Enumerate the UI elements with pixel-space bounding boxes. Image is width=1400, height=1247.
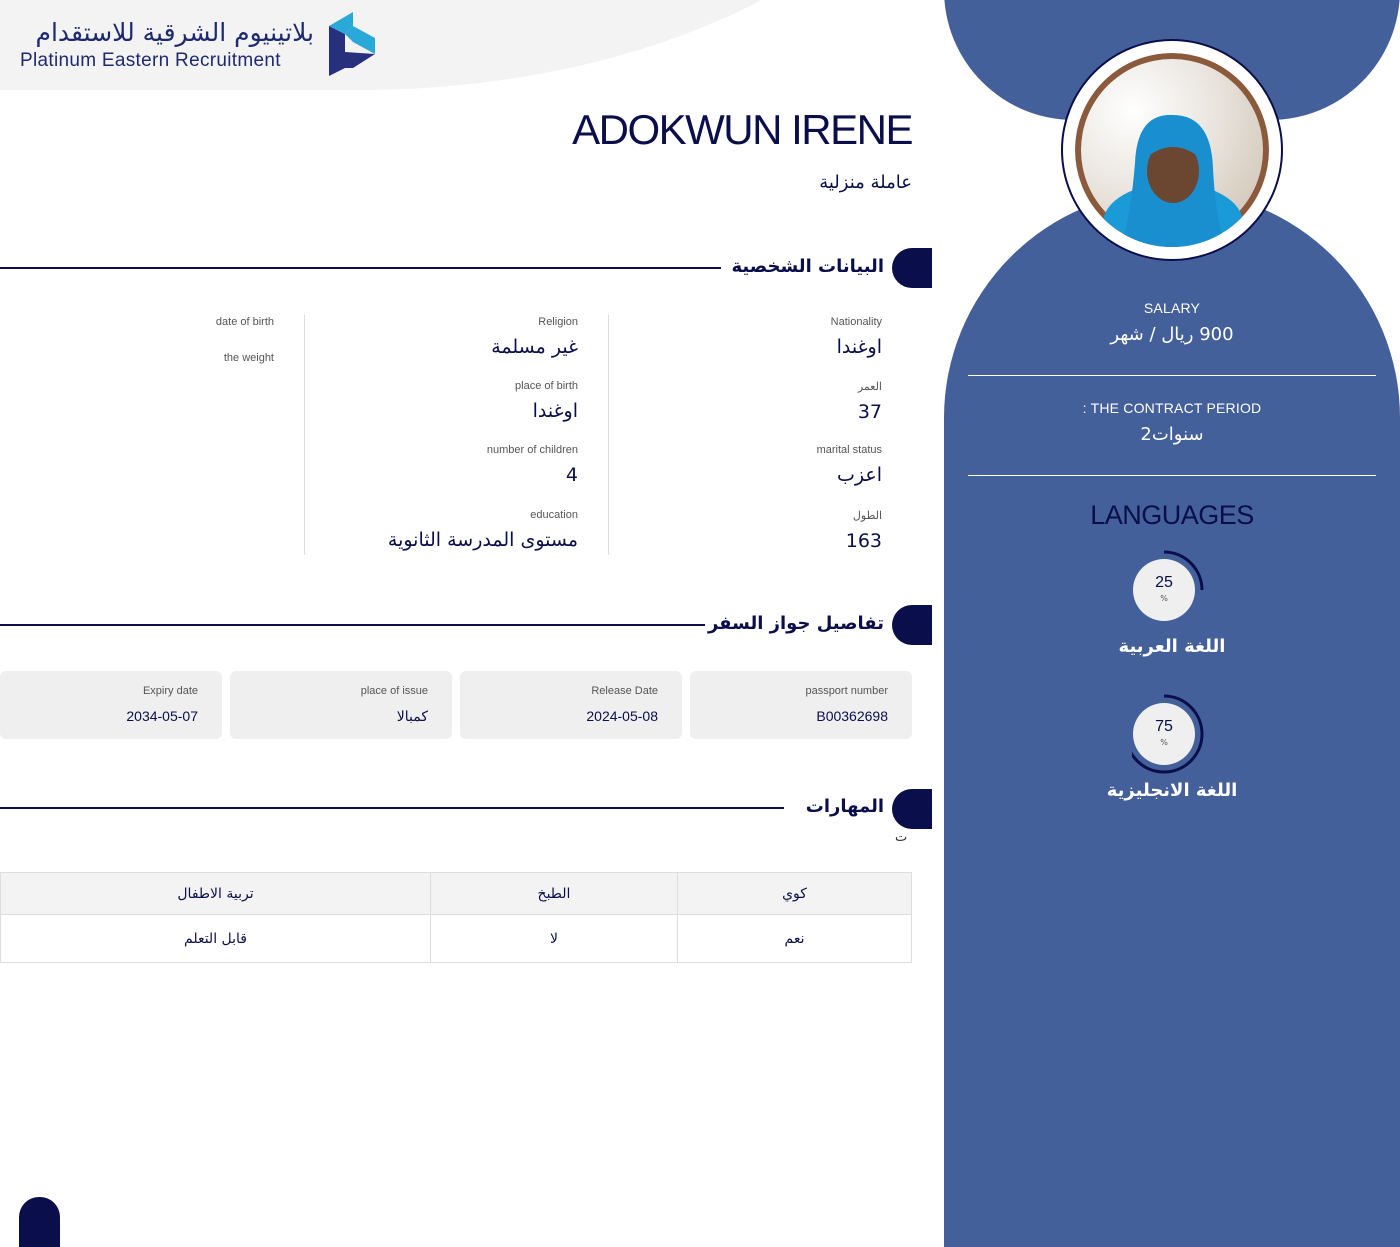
passport-card-expiry-date xyxy=(0,671,222,739)
section-divider xyxy=(0,267,721,269)
field-label: Nationality xyxy=(830,316,882,328)
field-label: number of children xyxy=(486,444,578,456)
section-divider xyxy=(0,624,705,626)
table-row xyxy=(1,915,912,963)
section-title-passport: تفاصيل جواز السفر xyxy=(707,613,884,634)
card-value: كمبالا xyxy=(396,708,428,724)
table-header-cell: الطبخ xyxy=(431,873,678,915)
language-gauge xyxy=(1132,694,1212,774)
field-label: الطول xyxy=(852,510,882,522)
field-label: education xyxy=(530,509,578,521)
card-value: 2024-05-08 xyxy=(586,708,658,724)
section-cap xyxy=(892,605,932,645)
field-marital-status xyxy=(622,444,882,486)
card-value: B00362698 xyxy=(816,708,888,724)
field-value: اعزب xyxy=(837,464,882,486)
salary-block xyxy=(968,300,1376,345)
field-nationality xyxy=(622,316,882,358)
language-item-arabic xyxy=(968,550,1376,657)
contract-value: 2سنوات xyxy=(1140,424,1204,445)
sidebar-divider xyxy=(968,475,1376,476)
section-divider xyxy=(0,807,784,809)
language-percent: 25 xyxy=(1155,574,1173,591)
bottom-tab[interactable] xyxy=(19,1197,60,1247)
brand-mark-icon xyxy=(325,12,375,76)
language-item-english xyxy=(968,694,1376,801)
table-cell: قابل التعلم xyxy=(1,915,431,963)
table-header-cell: كوي xyxy=(678,873,912,915)
skills-table xyxy=(0,872,912,963)
field-value: مستوى المدرسة الثانوية xyxy=(387,529,578,551)
table-cell: لا xyxy=(431,915,678,963)
field-value: اوغندا xyxy=(532,400,578,422)
language-name: اللغة الانجليزية xyxy=(1106,780,1238,801)
job-title: عاملة منزلية xyxy=(819,172,912,193)
field-religion xyxy=(298,316,578,358)
language-gauge xyxy=(1132,550,1212,630)
percent-sign: % xyxy=(1160,594,1168,603)
field-date-of-birth xyxy=(14,316,274,328)
passport-card-release-date xyxy=(460,671,682,739)
languages-title: LANGUAGES xyxy=(1090,500,1254,530)
field-label: العمر xyxy=(857,381,882,393)
field-education xyxy=(298,509,578,551)
contract-block xyxy=(968,400,1376,445)
language-name: اللغة العربية xyxy=(1118,636,1226,657)
language-percent: 75 xyxy=(1155,718,1173,735)
percent-sign: % xyxy=(1160,738,1168,747)
field-label: marital status xyxy=(816,444,882,456)
field-height xyxy=(622,509,882,552)
salary-value: 900 ريال / شهر xyxy=(1110,324,1234,345)
person-avatar-icon xyxy=(1075,53,1269,247)
card-label: passport number xyxy=(805,685,888,697)
table-header-row xyxy=(1,873,912,915)
profile-photo xyxy=(1072,50,1272,250)
column-divider xyxy=(608,315,609,555)
brand-name-arabic: بلاتينيوم الشرقية للاستقدام xyxy=(35,18,314,47)
field-value: 163 xyxy=(845,530,882,552)
table-cell: نعم xyxy=(678,915,912,963)
field-number-of-children xyxy=(298,444,578,486)
field-label: Religion xyxy=(538,316,578,328)
section-cap xyxy=(892,789,932,829)
brand-name-english: Platinum Eastern Recruitment xyxy=(20,50,281,71)
passport-card-number xyxy=(690,671,912,739)
field-label: date of birth xyxy=(215,316,274,328)
field-place-of-birth xyxy=(298,380,578,422)
section-cap xyxy=(892,248,932,288)
field-value: غير مسلمة xyxy=(491,336,578,358)
section-title-personal: البيانات الشخصية xyxy=(731,256,884,277)
field-weight xyxy=(14,352,274,364)
field-value: 37 xyxy=(857,401,882,423)
field-age xyxy=(622,380,882,423)
field-value: 4 xyxy=(565,464,578,486)
card-label: place of issue xyxy=(360,685,428,697)
skills-note: ت xyxy=(895,830,908,845)
salary-label: SALARY xyxy=(1143,300,1201,316)
sidebar-divider xyxy=(968,375,1376,376)
passport-card-place-of-issue xyxy=(230,671,452,739)
section-title-skills: المهارات xyxy=(805,796,884,817)
field-label: the weight xyxy=(223,352,274,364)
field-label: place of birth xyxy=(515,380,578,392)
table-header-cell: تربية الاطفال xyxy=(1,873,431,915)
card-label: Expiry date xyxy=(142,685,198,697)
field-value: اوغندا xyxy=(836,336,882,358)
card-value: 2034-05-07 xyxy=(126,708,198,724)
contract-label: : THE CONTRACT PERIOD xyxy=(1082,400,1262,416)
card-label: Release Date xyxy=(591,685,658,697)
candidate-name: ADOKWUN IRENE xyxy=(572,106,912,153)
